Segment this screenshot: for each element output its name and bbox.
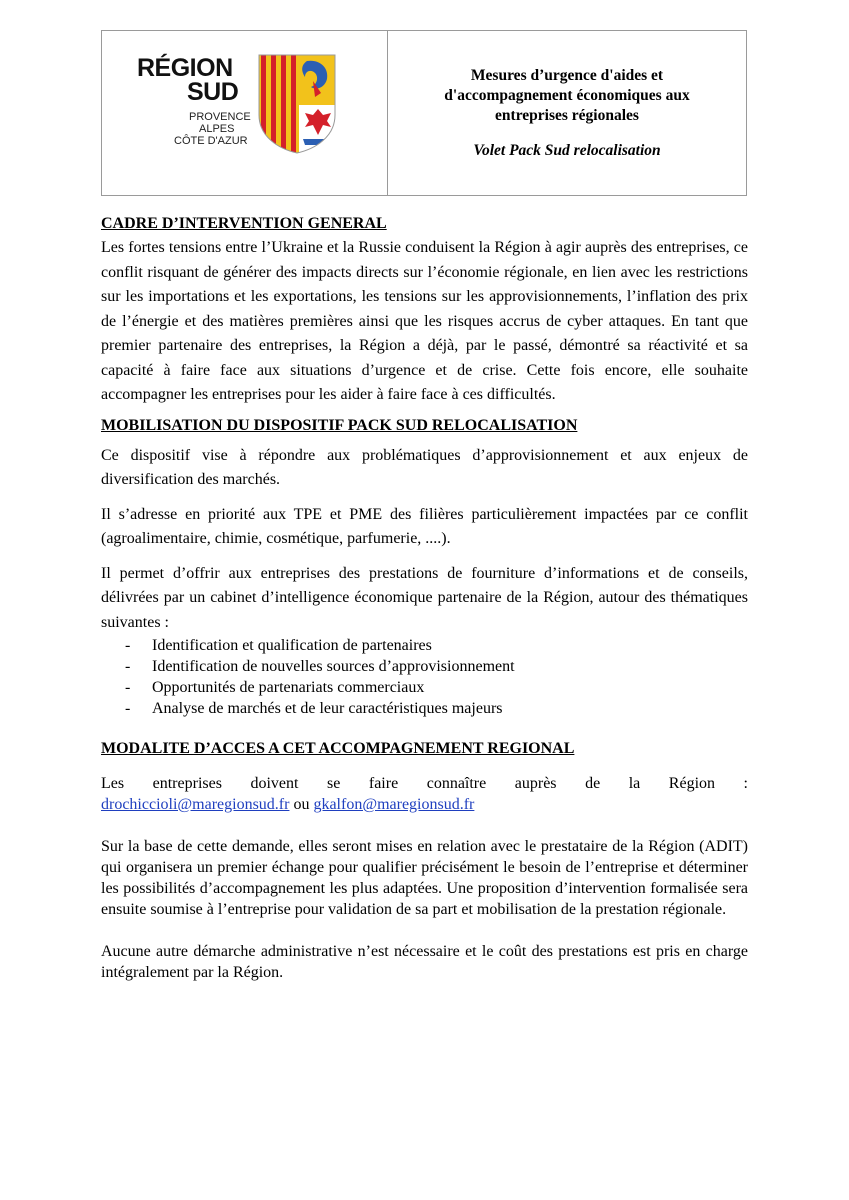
- themes-list: [101, 635, 748, 719]
- email-link-gkalfon[interactable]: gkalfon@maregionsud.fr: [313, 796, 475, 813]
- heading-mobilisation: MOBILISATION DU DISPOSITIF PACK SUD RELOCALISATION: [101, 416, 578, 434]
- paragraph-mobilisation-2: Il s’adresse en priorité aux TPE et PME des filières particulièrement impactées par ce conflit (agroalimentaire, chimie, cosmétique, parfumerie, ....).: [101, 505, 748, 547]
- heading-cadre: CADRE D’INTERVENTION GENERAL: [101, 215, 387, 232]
- document-body: [101, 212, 748, 983]
- list-item: - Identification et qualification de partenaires: [101, 635, 748, 656]
- region-sud-logo: [137, 51, 357, 181]
- logo-word-region: RÉGION: [137, 54, 233, 82]
- logo-word-sud: SUD: [187, 78, 239, 106]
- paragraph-cadre: Les fortes tensions entre l’Ukraine et la Russie conduisent la Région à agir auprès des entreprises, ce conflit risquant de générer des impacts directs sur l’économie régionale, en lien avec les restrictions sur les importations et les exportations, les tensions sur les approvisionnements, l’inflation des prix de l’énergie et des matières premières ainsi que les risques accrus de cyber attaques. En tant que premier partenaire des entreprises, la Région a déjà, par le passé, démontré sa réactivité et sa capacité à faire face aux situations d’urgence et de crise. Cette fois encore, elle souhaite accompagner les entreprises pour les aider à faire face à ces difficultés.: [101, 239, 748, 403]
- paragraph-mobilisation-1: Ce dispositif vise à répondre aux problématiques d’approvisionnement et aux enjeux de diversification des marchés.: [101, 446, 748, 488]
- header-table: [101, 30, 747, 196]
- email-separator: ou: [293, 796, 310, 813]
- email-link-drochiccioli[interactable]: drochiccioli@maregionsud.fr: [101, 796, 290, 813]
- document-subtitle: Volet Pack Sud relocalisation: [473, 141, 661, 159]
- paragraph-modalite-3: Aucune autre démarche administrative n’est nécessaire et le coût des prestations est pris en charge intégralement par la Région.: [101, 943, 748, 981]
- title-cell: [388, 31, 746, 195]
- logo-provence: PROVENCE: [189, 111, 251, 123]
- list-item: - Opportunités de partenariats commerciaux: [101, 677, 748, 698]
- paragraph-modalite-2: Sur la base de cette demande, elles seront mises en relation avec le prestataire de la Région (ADIT) qui organisera un premier échange pour qualifier précisément le besoin de l’entreprise et déterminer les possibilités d’accompagnement les plus adaptées. Une proposition d’intervention formalisée sera ensuite soumise à l’entreprise pour validation de sa part et mobilisation de la prestation régionale.: [101, 838, 748, 918]
- document-title: Mesures d’urgence d'aides et d'accompagnement économiques aux entreprises régionales: [444, 66, 690, 124]
- list-item: - Identification de nouvelles sources d’approvisionnement: [101, 656, 748, 677]
- logo-cote-azur: CÔTE D'AZUR: [174, 135, 248, 147]
- logo-alpes: ALPES: [199, 123, 235, 135]
- list-item: - Analyse de marchés et de leur caractéristiques majeurs: [101, 698, 748, 719]
- heading-modalite: MODALITE D’ACCES A CET ACCOMPAGNEMENT REGIONAL: [101, 740, 575, 757]
- paragraph-mobilisation-3: Il permet d’offrir aux entreprises des prestations de fourniture d’informations et de conseils, délivrées par un cabinet d’intelligence économique partenaire de la Région, autour des thématiques suivantes :: [101, 564, 748, 631]
- paragraph-modalite-intro: Les entreprises doivent se faire connaître auprès de la Région :: [101, 775, 748, 792]
- coat-of-arms-icon: [257, 53, 337, 155]
- contact-emails: [101, 794, 748, 815]
- logo-cell: [102, 31, 388, 195]
